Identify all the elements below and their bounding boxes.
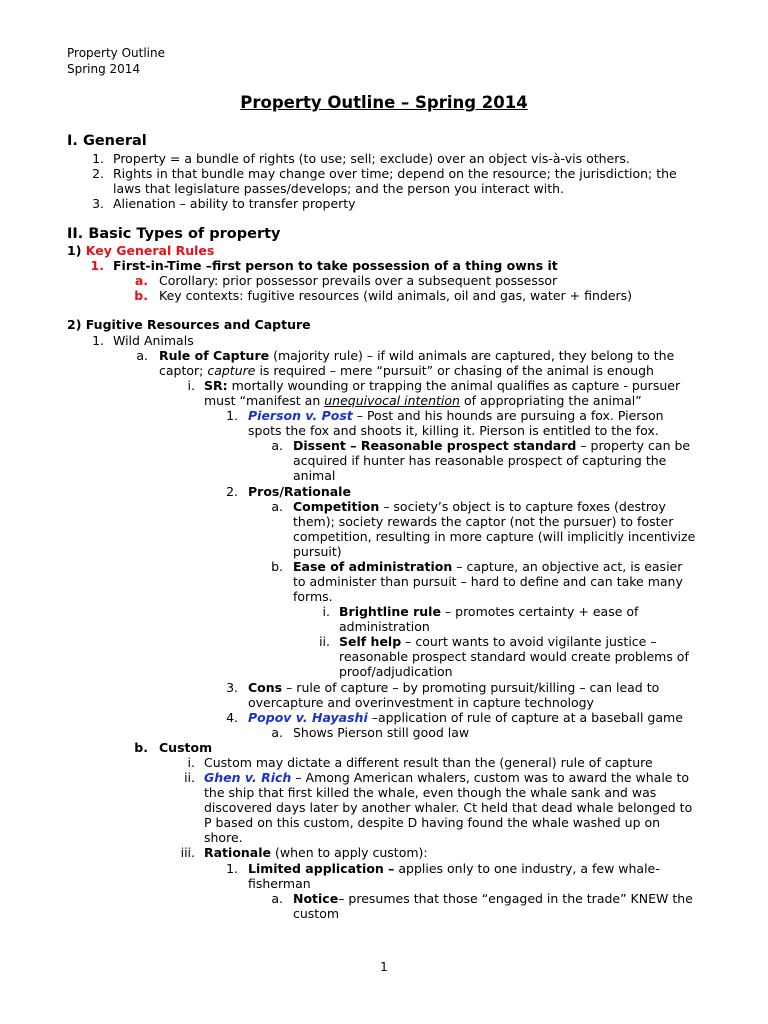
list-marker: a. bbox=[271, 891, 283, 906]
term: Self help bbox=[339, 634, 402, 649]
list-marker: 4. bbox=[226, 710, 238, 725]
case-text: discovered days later by another whaler. Ct held that dead whale belonged to bbox=[204, 800, 693, 815]
text: of appropriating the animal” bbox=[459, 393, 642, 408]
list-marker: 1. bbox=[226, 861, 238, 876]
section-heading-basic-types: II. Basic Types of property bbox=[67, 226, 281, 242]
text: – promotes certainty + ease of bbox=[440, 604, 639, 619]
list-marker: i. bbox=[187, 755, 195, 770]
text: – Among American whalers, custom was to award the whale to bbox=[291, 770, 690, 785]
sr-item bbox=[204, 378, 680, 393]
brightline-item bbox=[339, 604, 638, 619]
list-marker: 1. bbox=[226, 408, 238, 423]
self-help-text: reasonable prospect standard would create problems of bbox=[339, 649, 689, 664]
case-text: shore. bbox=[204, 830, 243, 845]
notice-text: custom bbox=[293, 906, 340, 921]
text: – rule of capture – by promoting pursuit/killing – can lead to bbox=[282, 680, 660, 695]
list-item: Alienation – ability to transfer property bbox=[113, 196, 356, 211]
text: captor; bbox=[159, 363, 208, 378]
rule-of-capture-continued bbox=[159, 363, 654, 378]
list-marker: a. bbox=[134, 273, 148, 288]
competition-item bbox=[293, 499, 666, 514]
case-ghen-v-rich bbox=[204, 770, 689, 785]
rule-first-in-time: First-in-Time –first person to take possession of a thing owns it bbox=[113, 258, 558, 273]
term: Notice bbox=[293, 891, 339, 906]
dissent-text: animal bbox=[293, 468, 336, 483]
page-number: 1 bbox=[380, 960, 388, 974]
self-help-text: proof/adjudication bbox=[339, 664, 453, 679]
list-item: Corollary: prior possessor prevails over a subsequent possessor bbox=[159, 273, 558, 288]
text: – presumes that those “engaged in the trade” KNEW the bbox=[338, 891, 693, 906]
list-item-continued: laws that legislature passes/develops; and the person you interact with. bbox=[113, 181, 565, 196]
term: Brightline rule bbox=[339, 604, 441, 619]
notice-item bbox=[293, 891, 693, 906]
cons-item bbox=[248, 680, 659, 695]
text: (when to apply custom): bbox=[271, 845, 428, 860]
term: Ease of administration bbox=[293, 559, 453, 574]
term: Rationale bbox=[204, 845, 272, 860]
list-marker: 1. bbox=[92, 333, 104, 348]
case-popov-v-hayashi bbox=[248, 710, 683, 725]
term: SR: bbox=[204, 378, 228, 393]
ease-text: forms. bbox=[293, 589, 333, 604]
list-marker: i. bbox=[187, 378, 195, 393]
text: –application of rule of capture at a baseball game bbox=[367, 710, 683, 725]
list-marker: b. bbox=[134, 288, 148, 303]
list-item: Key contexts: fugitive resources (wild animals, oil and gas, water + finders) bbox=[159, 288, 633, 303]
list-marker: iii. bbox=[180, 845, 195, 860]
list-marker: 2. bbox=[226, 484, 238, 499]
case-text: P based on this custom, despite D having found the whale washed up on bbox=[204, 815, 661, 830]
case-text: the ship that first killed the whale, even though the whale sank and was bbox=[204, 785, 657, 800]
text: applies only to one industry, a few whale- bbox=[394, 861, 660, 876]
subheading-fugitive-resources: 2) Fugitive Resources and Capture bbox=[67, 317, 311, 332]
list-marker: ii. bbox=[319, 634, 330, 649]
header-line-1: Property Outline bbox=[67, 46, 166, 60]
text: – court wants to avoid vigilante justice – bbox=[401, 634, 657, 649]
list-marker: a. bbox=[271, 725, 283, 740]
text-emphasis: unequivocal intention bbox=[324, 393, 460, 408]
competition-text: competition, resulting in more capture (will implicitly incentivize bbox=[293, 529, 696, 544]
ease-text: to administer than pursuit – hard to define and can take many bbox=[293, 574, 683, 589]
list-marker: b. bbox=[134, 740, 148, 755]
text: must “manifest an bbox=[204, 393, 325, 408]
term: Cons bbox=[248, 680, 283, 695]
list-marker: 3. bbox=[226, 680, 238, 695]
subheading-number: 1) bbox=[67, 243, 82, 258]
list-item: Custom may dictate a different result than the (general) rule of capture bbox=[204, 755, 653, 770]
list-marker: 1. bbox=[92, 151, 104, 166]
text: mortally wounding or trapping the animal qualifies as capture - pursuer bbox=[227, 378, 681, 393]
list-item: Rights in that bundle may change over time; depend on the resource; the jurisdiction; the bbox=[113, 166, 677, 181]
dissent-item bbox=[293, 438, 690, 453]
custom-heading: Custom bbox=[159, 740, 213, 755]
competition-text: pursuit) bbox=[293, 544, 342, 559]
text: – property can be bbox=[576, 438, 691, 453]
header-line-2: Spring 2014 bbox=[67, 62, 141, 76]
limited-application-text: fisherman bbox=[248, 876, 311, 891]
term: Dissent – Reasonable prospect standard bbox=[293, 438, 577, 453]
rationale-item bbox=[204, 845, 428, 860]
list-marker: 1. bbox=[90, 258, 104, 273]
case-name: Popov v. Hayashi bbox=[248, 710, 368, 725]
list-marker: b. bbox=[271, 559, 283, 574]
list-item: Wild Animals bbox=[113, 333, 194, 348]
term: Competition bbox=[293, 499, 380, 514]
case-name: Pierson v. Post bbox=[248, 408, 353, 423]
ease-item bbox=[293, 559, 682, 574]
list-item: Shows Pierson still good law bbox=[293, 725, 470, 740]
text: is required – mere “pursuit” or chasing of the animal is enough bbox=[255, 363, 654, 378]
list-marker: a. bbox=[136, 348, 148, 363]
text: – capture, an objective act, is easier bbox=[452, 559, 683, 574]
self-help-item bbox=[339, 634, 657, 649]
dissent-text: acquired if hunter has reasonable prospect of capturing the bbox=[293, 453, 667, 468]
page-title: Property Outline – Spring 2014 bbox=[240, 93, 528, 112]
term: Rule of Capture bbox=[159, 348, 270, 363]
list-marker: ii. bbox=[184, 770, 195, 785]
term: Limited application – bbox=[248, 861, 395, 876]
list-marker: a. bbox=[271, 438, 283, 453]
list-item: Property = a bundle of rights (to use; sell; exclude) over an object vis-à-vis others. bbox=[113, 151, 630, 166]
case-name: Ghen v. Rich bbox=[204, 770, 292, 785]
text: – society’s object is to capture foxes (destroy bbox=[379, 499, 666, 514]
competition-text: them); society rewards the captor (not the pursuer) to foster bbox=[293, 514, 674, 529]
case-pierson-v-post bbox=[248, 408, 664, 423]
list-marker: a. bbox=[271, 499, 283, 514]
text-italic: capture bbox=[207, 363, 256, 378]
text: – Post and his hounds are pursuing a fox. Pierson bbox=[352, 408, 664, 423]
subheading-label: Key General Rules bbox=[85, 243, 215, 258]
section-heading-general: I. General bbox=[67, 133, 147, 149]
case-text: spots the fox and shoots it, killing it. Pierson is entitled to the fox. bbox=[248, 423, 659, 438]
sr-item-continued bbox=[204, 393, 642, 408]
text: (majority rule) – if wild animals are captured, they belong to the bbox=[269, 348, 675, 363]
cons-text: overcapture and overinvestment in capture technology bbox=[248, 695, 594, 710]
pros-rationale: Pros/Rationale bbox=[248, 484, 351, 499]
rule-of-capture bbox=[159, 348, 674, 363]
list-marker: 3. bbox=[92, 196, 104, 211]
list-marker: i. bbox=[322, 604, 330, 619]
list-marker: 2. bbox=[92, 166, 104, 181]
subheading-key-rules bbox=[67, 243, 214, 259]
limited-application-item bbox=[248, 861, 660, 876]
brightline-text: administration bbox=[339, 619, 430, 634]
